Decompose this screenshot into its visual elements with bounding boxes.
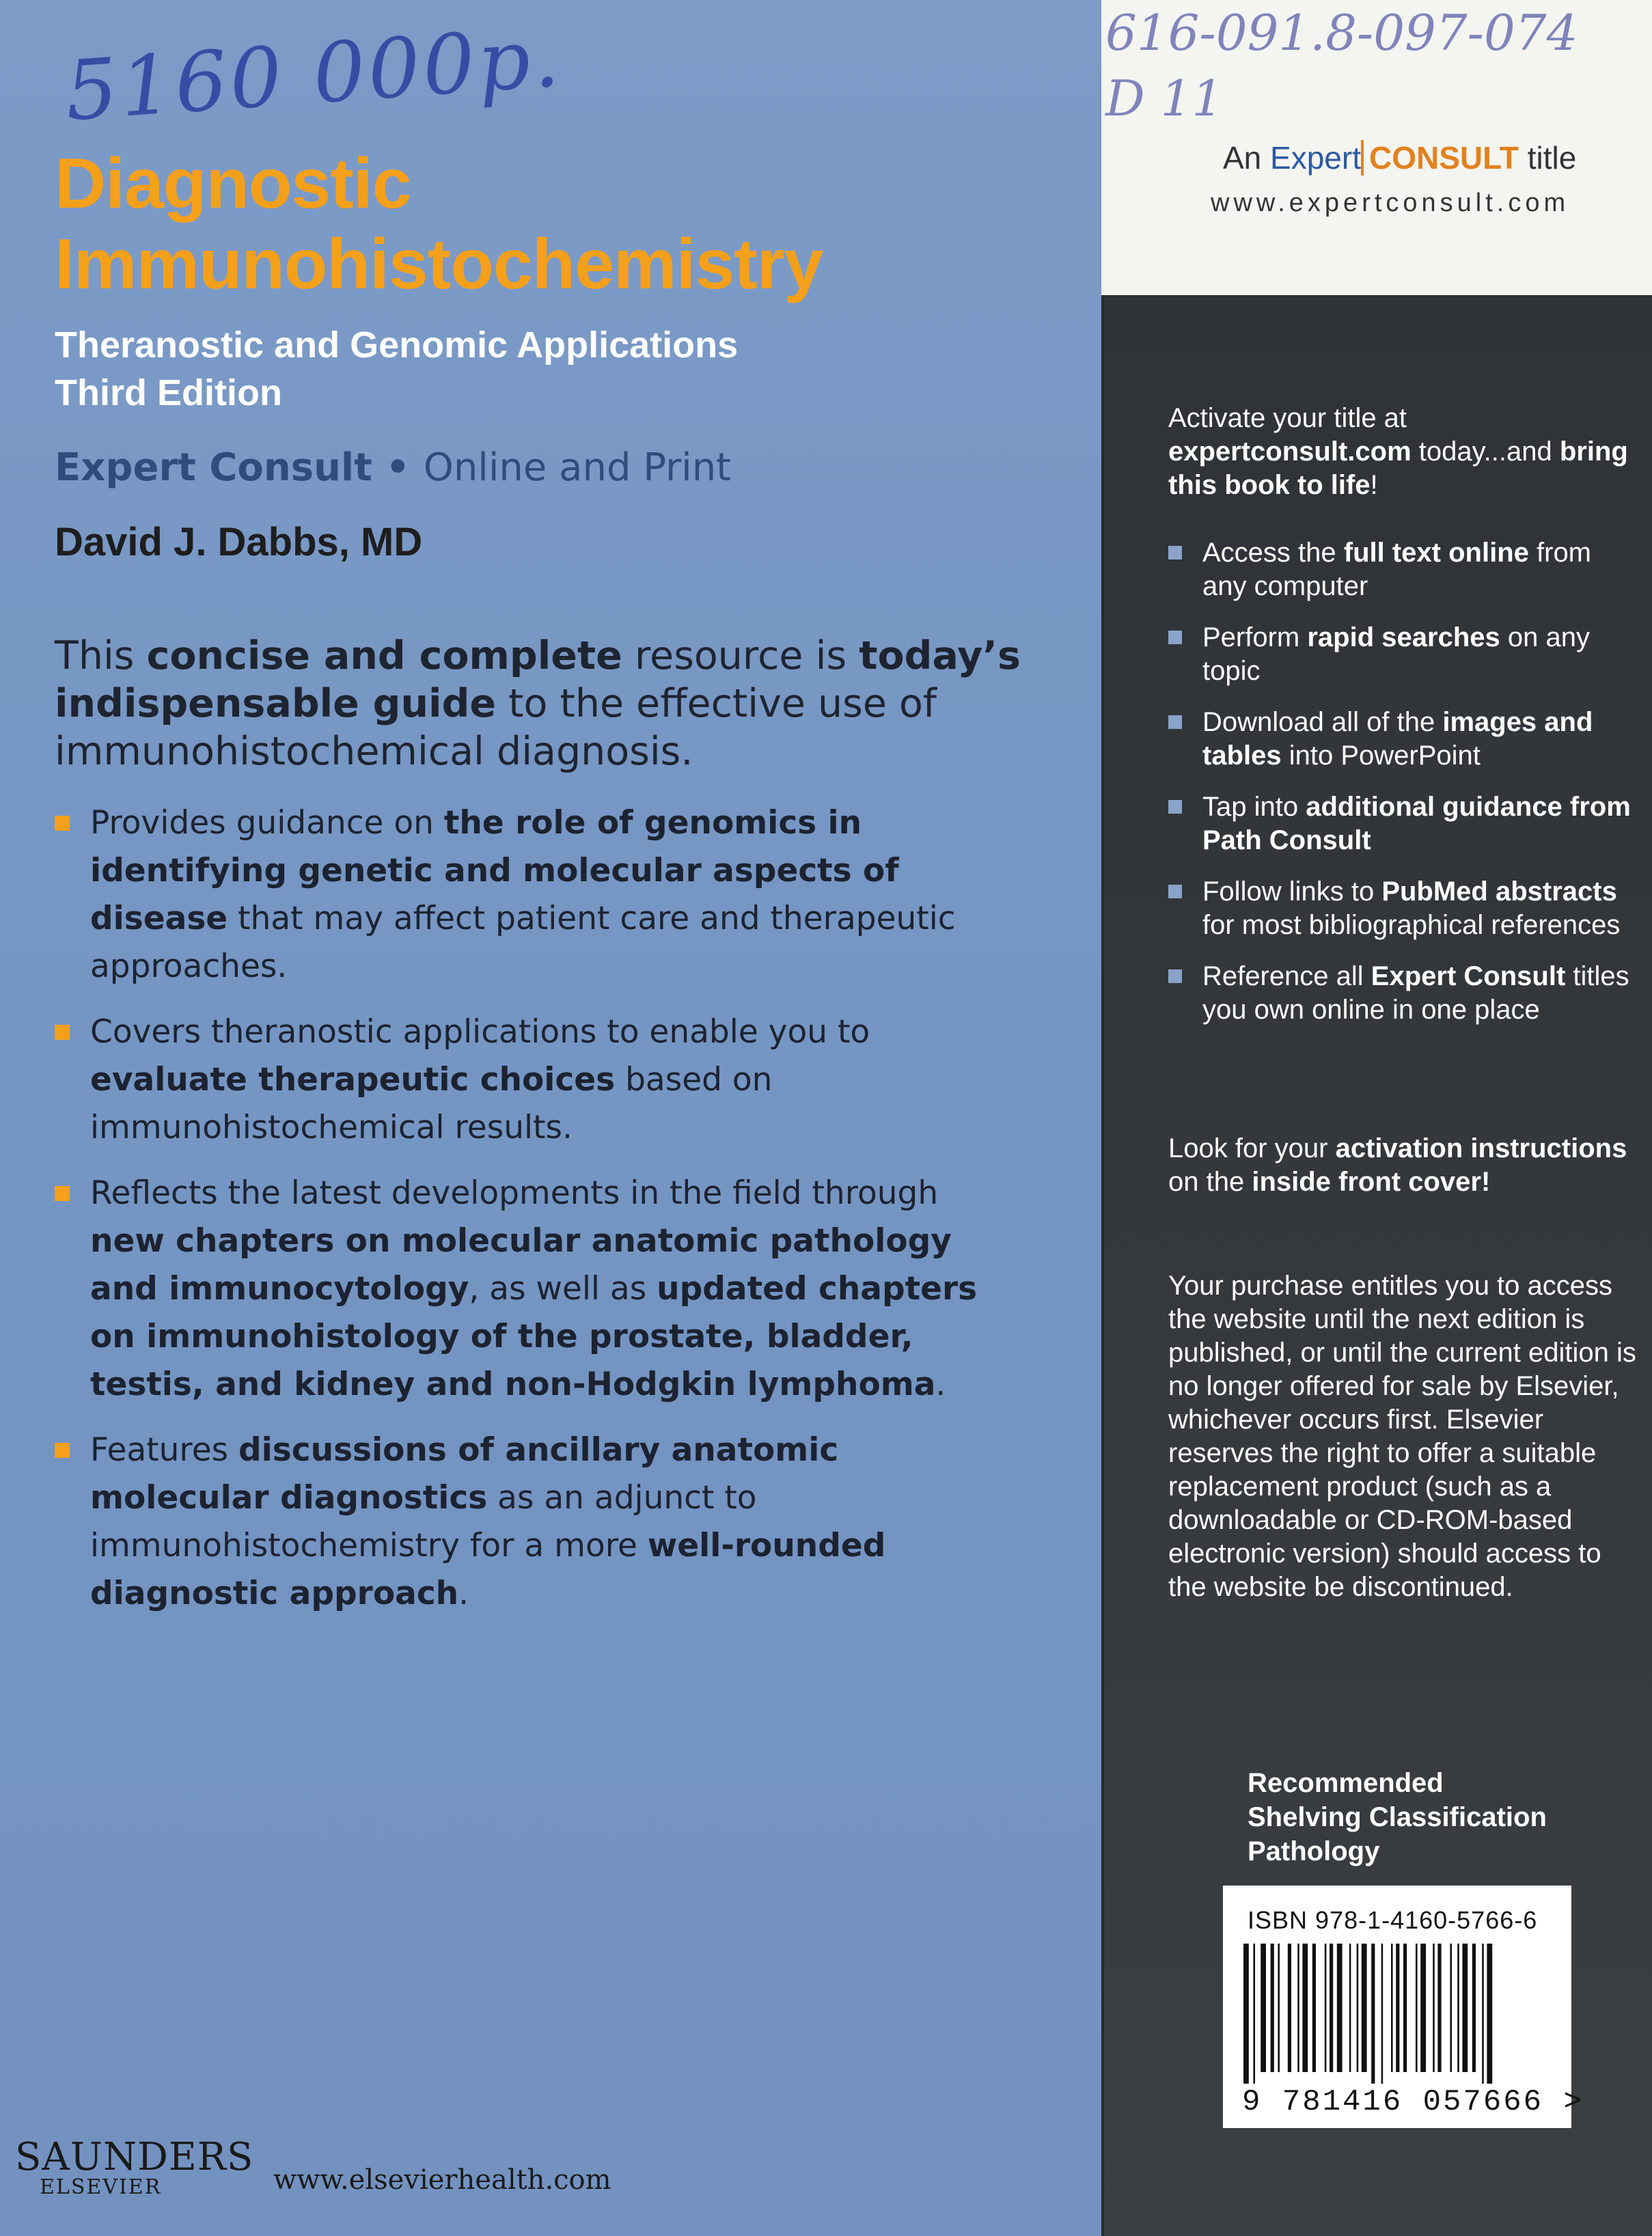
barcode-bar <box>1271 1944 1274 2072</box>
logo-title-word: title <box>1527 140 1577 176</box>
barcode-digits: 9 781416 057666 > <box>1242 2085 1584 2119</box>
activate-paragraph <box>1168 402 1640 502</box>
feature-bold: updated chapters on immunohistology of the prostate, bladder, testis, and kidney and non-Hodgkin lymphoma <box>90 1270 978 1403</box>
sidebar-text: on the <box>1168 1167 1252 1197</box>
subtitle <box>55 321 738 417</box>
bullet-square-icon <box>55 1025 70 1040</box>
publisher-name: SAUNDERS <box>15 2135 254 2179</box>
shelving-line: Shelving Classification <box>1248 1802 1547 1832</box>
barcode-bar <box>1381 1944 1383 2084</box>
barcode-bar <box>1253 1944 1255 2084</box>
handwritten-price: 5160 000р. <box>62 10 565 140</box>
sidebar-bold: rapid searches <box>1307 622 1500 652</box>
sidebar-bold: images and tables <box>1202 707 1593 771</box>
barcode-bar <box>1462 1944 1468 2072</box>
sidebar-text: on any topic <box>1202 622 1590 686</box>
barcode-bar <box>1487 1944 1492 2084</box>
barcode-bar <box>1391 1944 1393 2072</box>
feature-bold: the role of genomics in identifying genetic and molecular aspects of disease <box>90 804 899 937</box>
sidebar-text: titles you own online in one place <box>1202 961 1629 1025</box>
sidebar-list-item <box>1168 621 1640 688</box>
sidebar-text: Activate your title at <box>1168 403 1407 433</box>
feature-item <box>55 799 984 991</box>
handwritten-code-line-2: D 11 <box>1105 70 1224 127</box>
title-line-1: Diagnostic <box>55 144 411 223</box>
sidebar-text: Follow links to <box>1202 877 1382 907</box>
publisher-logo <box>15 2135 253 2199</box>
logo-an: An <box>1223 140 1262 176</box>
sidebar-list-item <box>1168 875 1640 942</box>
barcode-bar <box>1278 1944 1280 2072</box>
barcode-bar <box>1302 1944 1308 2072</box>
sidebar-list-item <box>1168 960 1640 1027</box>
barcode-bar <box>1312 1944 1316 2072</box>
feature-text: as an adjunct to immunohistochemistry for a more <box>90 1479 757 1564</box>
sidebar-text: Tap into <box>1202 792 1306 822</box>
handwritten-code-line-1: 616-091.8-097-074 <box>1105 4 1578 61</box>
sidebar-bold: inside front cover! <box>1252 1167 1491 1197</box>
sidebar-list-item <box>1168 706 1640 773</box>
barcode-bar <box>1349 1944 1351 2072</box>
format-line <box>55 445 731 490</box>
bullet-square-icon <box>1168 969 1182 983</box>
shelving-category: Pathology <box>1248 1836 1380 1866</box>
barcode-bar <box>1416 1944 1418 2072</box>
sidebar-bold: PubMed abstracts <box>1381 877 1617 907</box>
feature-text: . <box>935 1366 946 1403</box>
barcode-bar <box>1403 1944 1407 2072</box>
sidebar-text: Access the <box>1202 538 1344 568</box>
shelving-line: Recommended <box>1248 1768 1444 1798</box>
feature-text: Provides guidance on <box>90 804 444 842</box>
sidebar-text: ! <box>1370 470 1378 500</box>
edition: Third Edition <box>55 372 282 413</box>
sidebar-text: Look for your <box>1168 1133 1336 1163</box>
sidebar-text: from any computer <box>1202 538 1592 601</box>
barcode-bar <box>1288 1944 1291 2072</box>
barcode-bar <box>1330 1944 1333 2072</box>
feature-text: based on immunohistochemical results. <box>90 1061 773 1146</box>
intro-text: This <box>55 633 147 678</box>
bullet-square-icon <box>1168 885 1182 898</box>
barcode-bar <box>1433 1944 1435 2072</box>
intro-text: to the effective use of immunohistochemical diagnosis. <box>55 681 937 774</box>
expert-consult-url: www.expertconsult.com <box>1211 189 1570 217</box>
feature-text: Reflects the latest developments in the field through <box>90 1174 939 1212</box>
feature-bold: well-rounded diagnostic approach <box>90 1527 886 1612</box>
barcode-bar <box>1396 1944 1399 2072</box>
logo-consult: CONSULT <box>1361 140 1519 176</box>
feature-item <box>55 1426 984 1618</box>
sidebar-text: into PowerPoint <box>1281 741 1481 771</box>
intro-paragraph <box>55 632 1025 775</box>
sidebar-bold: Expert Consult <box>1371 961 1566 991</box>
sidebar-bold: activation instructions <box>1335 1133 1627 1163</box>
sidebar-feature-list <box>1168 536 1640 1045</box>
sidebar-bold: full text online <box>1343 538 1529 568</box>
barcode-bar <box>1472 1944 1476 2072</box>
barcode-bar <box>1243 1944 1249 2084</box>
sidebar-list-item <box>1168 536 1640 603</box>
subtitle-line-1: Theranostic and Genomic Applications <box>55 325 739 365</box>
feature-item <box>55 1170 984 1409</box>
bullet-square-icon <box>1168 631 1182 644</box>
bullet-square-icon <box>55 1186 70 1201</box>
feature-text: Features <box>90 1431 239 1469</box>
bullet-separator: • <box>372 445 424 490</box>
book-title <box>55 143 1011 305</box>
barcode-bar <box>1420 1944 1426 2072</box>
barcode-bar <box>1261 1944 1266 2072</box>
barcode-bar <box>1371 1944 1375 2084</box>
expert-consult-logo <box>1223 139 1576 176</box>
barcode-bar <box>1357 1944 1359 2072</box>
feature-list <box>55 799 984 1635</box>
feature-text: , as well as <box>469 1270 657 1308</box>
feature-text: that may affect patient care and therapeutic approaches. <box>90 900 956 985</box>
barcode-bar <box>1450 1944 1452 2072</box>
sidebar-text: for most bibliographical references <box>1202 910 1621 940</box>
barcode-bar <box>1457 1944 1459 2072</box>
bullet-square-icon <box>1168 715 1182 729</box>
sidebar-bold: bring this book to life <box>1168 437 1628 500</box>
activation-note <box>1168 1132 1640 1199</box>
barcode-bar <box>1337 1944 1343 2072</box>
logo-expert: Expert <box>1270 140 1361 176</box>
intro-bold: today’s indispensable guide <box>55 633 1021 726</box>
title-line-2: Immunohistochemistry <box>55 225 823 304</box>
isbn-number: ISBN 978-1-4160-5766-6 <box>1248 1906 1538 1934</box>
sidebar-text: Download all of the <box>1202 707 1443 737</box>
sidebar-list-item <box>1168 790 1640 857</box>
barcode-icon <box>1241 1944 1555 2084</box>
intro-bold: concise and complete <box>146 633 622 678</box>
expert-consult-label: Expert Consult <box>55 445 372 490</box>
publisher-imprint: ELSEVIER <box>40 2175 162 2199</box>
feature-item <box>55 1008 984 1152</box>
sidebar-text: Reference all <box>1202 961 1371 991</box>
feature-bold: new chapters on molecular anatomic pathology and immunocytology <box>90 1222 952 1308</box>
barcode-bar <box>1297 1944 1299 2072</box>
sidebar-text: today...and <box>1411 437 1560 467</box>
feature-text: Covers theranostic applications to enable you to <box>90 1013 870 1051</box>
sidebar-bold: additional guidance from Path Consult <box>1202 792 1631 855</box>
intro-text: resource is <box>622 633 859 678</box>
purchase-terms: Your purchase entitles you to access the website until the next edition is published, or until the current edition is no longer offered for sale by Elsevier, whichever occurs first. Elsevier reserves the right to offer a suitable replacement product (such as a downloadable or CD-ROM-based electronic version) should access to the website be discontinued. <box>1168 1271 1636 1602</box>
author: David J. Dabbs, MD <box>55 520 423 564</box>
handwritten-classification <box>1105 0 1578 131</box>
bullet-square-icon <box>1168 800 1182 814</box>
feature-bold: evaluate therapeutic choices <box>90 1061 616 1099</box>
online-print-label: Online and Print <box>423 445 732 490</box>
bullet-square-icon <box>55 816 70 831</box>
sidebar-text: Perform <box>1202 622 1308 652</box>
barcode-bar <box>1325 1944 1327 2072</box>
feature-text: . <box>458 1575 469 1612</box>
barcode-bar <box>1362 1944 1367 2072</box>
barcode-bar <box>1437 1944 1441 2072</box>
publisher-url: www.elsevierhealth.com <box>273 2164 611 2196</box>
shelving-classification <box>1248 1766 1547 1868</box>
sidebar-bold: expertconsult.com <box>1168 437 1412 467</box>
feature-bold: discussions of ancillary anatomic molecular diagnostics <box>90 1431 839 1517</box>
bullet-square-icon <box>1168 546 1182 560</box>
bullet-square-icon <box>55 1443 70 1458</box>
barcode-bar <box>1482 1944 1484 2084</box>
